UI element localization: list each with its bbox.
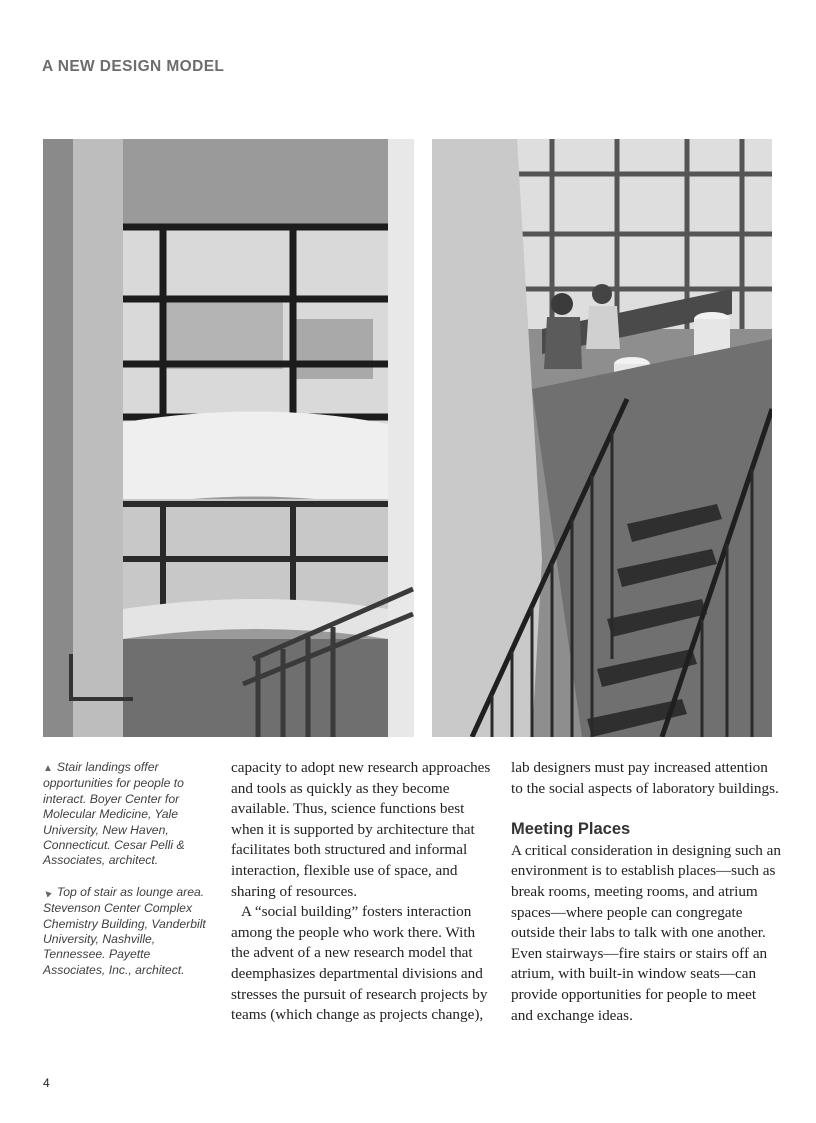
caption-text: Top of stair as lounge area. Stevenson Center Complex Chemistry Building, Vanderbilt University, Nashville, Tennessee. Payette Associates, Inc., architect.: [43, 884, 206, 977]
diagonal-arrow-icon: ▲: [40, 886, 56, 901]
paragraph: A critical consideration in designing such an environment is to establish places—such as break rooms, meeting rooms, and atrium spaces—where people can congregate outside their labs to talk with one another. Even stairways—fire stairs or stairs off an atrium, with built-in window seats—can provide opportunities for people to meet and exchange ideas.: [511, 841, 781, 1024]
caption-right-photo: [40, 884, 211, 978]
up-arrow-icon: ▲: [43, 763, 53, 774]
subheading-meeting-places: Meeting Places: [511, 820, 631, 839]
paragraph: lab designers must pay increased attention to the social aspects of laboratory buildings.: [511, 759, 779, 797]
page-number: 4: [43, 1076, 50, 1090]
paragraph: capacity to adopt new research approaches and tools as quickly as they become available. Thus, science functions best when it is supported by architecture that facilitates both structured and informal interaction, flexible use of space, and sharing of resources.: [231, 759, 491, 900]
body-column-2: [511, 758, 781, 1026]
photo-captions: [40, 760, 211, 994]
caption-left-photo: [43, 760, 211, 869]
paragraph: A “social building” fosters interaction among the people who work there. With the advent of a new research model that deemphasizes departmental divisions and stresses the pursuit of research projects by teams (which change as projects change),: [231, 903, 488, 1024]
section-title: A NEW DESIGN MODEL: [42, 58, 225, 75]
body-column-1: [231, 758, 495, 1026]
caption-text: Stair landings offer opportunities for people to interact. Boyer Center for Molecular Medicine, Yale University, New Haven, Connecticut. Cesar Pelli & Associates, architect.: [43, 760, 185, 868]
stair-landing-photo: [43, 139, 414, 737]
stair-lounge-photo: [432, 139, 772, 737]
